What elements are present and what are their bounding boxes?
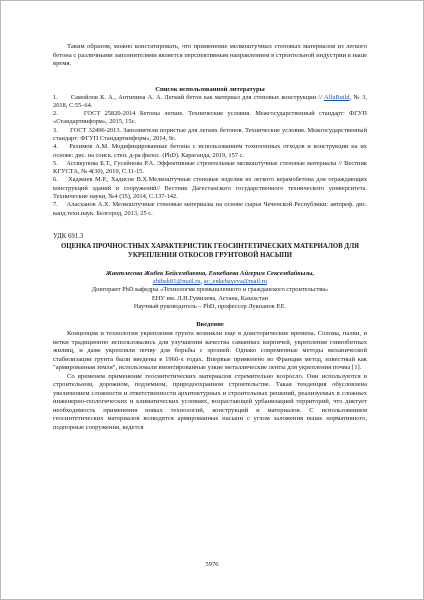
reference-text: 5. Ассвкупова Б.Т., Гусейнова Р.А. Эффективные строительные мелкоштучные стеновые материалы // Вестник КГУСТА, № 4(30), 2010, С.11-15.	[53, 159, 367, 176]
reference-text-tail: , № 3, 2018, С.55–64.	[53, 93, 368, 109]
reference-link[interactable]: AlfaBuild	[324, 93, 350, 101]
intro-body-paragraph-2: Со временем применение геосинтетических материалов стремительно возросло. Они используются в строительном, дорожном, подземном, природоохранном строительстве. Такая тенденция обусловлена увеличением сложности и ответственности архитектурных и строительных решений, реализуемых в сложных инженерно-геологических и климатических условиях, возрастающей урбанизацией территорий, что диктует необходимость применения новых технологий, конструкций и материалов. С использованием геосинтетических материалов возводятся армированные насыпи с углом заложения выше нормативного, подпорные сооружения, ведется	[53, 372, 367, 431]
email-link-1[interactable]: zhibek81@mail.ru	[153, 278, 201, 286]
page-content	[53, 43, 367, 432]
scientific-supervisor: Научный руководитель – PhD, профессор Лукпанов Р.Е.	[133, 302, 287, 310]
page-number: 5976	[205, 561, 219, 568]
reference-item	[53, 160, 367, 177]
reference-item	[53, 201, 367, 218]
intro-body-paragraph-1: Концепция и технология укрепления грунта возникли еще в доисторические времена. Солома, палки, и ветки традиционно использовались для улучшения качества саманных кирпичей, укрепления глинобитных жилищ, и даже укрепляли почву для борьбы с эрозией. Однако современные методы механической стабилизации грунта были введены в 1960-х годах. Впервые применено во Франции метод, известный как "армированная земля", использовали вмонтированные узкие металлические ленты для укрепления почвы [1].	[53, 330, 367, 372]
reference-text: 7. Аласханов А.Х. Мелкоштучные стеновые материалы на основе сырья Чеченской Республики: автореф. дис. канд.техн.наук. Белгород, 2013, 25 с.	[53, 201, 367, 217]
reference-text: 2. ГОСТ 25820-2014 Бетоны легкие. Технические условия. Межгосударственный стандарт: ФГУП «Стандартинформ», 2015, 15с.	[53, 110, 367, 126]
reference-item	[53, 127, 367, 144]
emails	[53, 278, 367, 286]
reference-text: 1. Самойлов К. А., Антипина А. А. Легкий бетон как материал для стеновых конструкции //	[53, 93, 325, 101]
affiliation-department: Докторант PhD кафедры «Технология промышленного и гражданского строительства»	[91, 286, 329, 294]
reference-item	[53, 176, 367, 201]
email-separator: ,	[200, 278, 204, 286]
reference-item	[53, 94, 367, 111]
reference-item	[53, 143, 367, 160]
references-title: Список использованной литературы	[155, 85, 265, 93]
reference-text: 3. ГОСТ 32496-2013. Заполнители пористые для легких бетонов. Технические условия. Межгосударственный стандарт: ФГУП Стандартинформ», 2014, 9с.	[53, 126, 367, 142]
udc-code: УДК 691.3	[53, 232, 84, 240]
email-link-2[interactable]: ac_enkebayeva@mail.ru	[203, 278, 267, 286]
affiliation-university: ЕНУ им. Л.Н.Гумилева, Астана, Казахстан	[151, 294, 269, 302]
reference-item	[53, 110, 367, 127]
reference-text: 6. Хаджиев М.Р., Хадисов В.Х.Мелкоштучные стеновые изделия из легкого керамобетона для ограждающих конструкций зданий и сооружений// Вестник Дагестанского государственного технического университета. Технические науки, №4 (35), 2014, С.137-142.	[53, 176, 367, 201]
authors: Жантлесова Жибек Бейсембаевна, Енкебаева Айгерим Сексембайкызы,	[105, 269, 315, 277]
intro-paragraph: Таким образом, можно констатировать, что применение мелкоштучных стеновых материалов из легкого бетона с различными заполнителями является перспективным направлением в строительной индустрии в наше время.	[53, 43, 367, 67]
reference-text: 4. Рахимов А.М. Модифицированные бетоны с использованием техногенных отходов и конструкции на их основе: дис. на соиск. степ. д-ра филос. (PhD). Караганда, 2019, 157 с.	[53, 143, 367, 159]
references-list	[53, 94, 367, 218]
article-title: ОЦЕНКА ПРОЧНОСТНЫХ ХАРАКТЕРИСТИК ГЕОСИНТЕТИЧЕСКИХ МАТЕРИАЛОВ ДЛЯ УКРЕПЛЕНИЯ ОТКОСОВ ГРУНТОВОЙ НАСЫПИ	[60, 242, 360, 259]
section-heading-intro: Введение	[196, 321, 224, 329]
